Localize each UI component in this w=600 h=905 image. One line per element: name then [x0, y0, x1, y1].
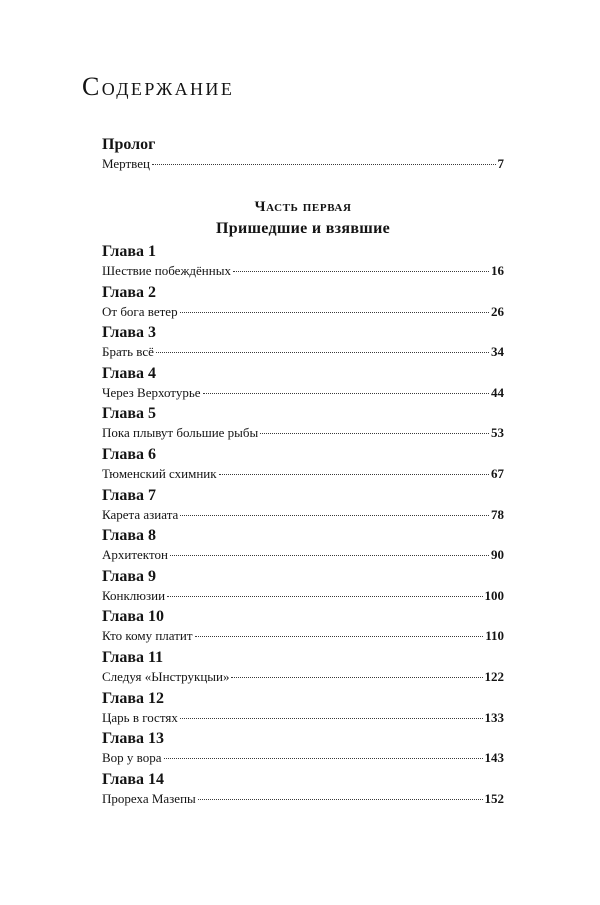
toc-entry[interactable]: [102, 465, 504, 482]
dot-leader: [231, 677, 482, 678]
dot-leader: [203, 393, 489, 394]
dot-leader: [195, 636, 484, 637]
toc-entry[interactable]: [102, 749, 504, 766]
part-label: Часть первая: [254, 199, 352, 215]
entry-title: От бога ветер: [102, 303, 178, 319]
chapter-entry: [102, 608, 504, 649]
chapter-entry: [102, 527, 504, 568]
chapter-entry: [102, 365, 504, 406]
entry-title: Мертвец: [102, 156, 150, 171]
toc-entry[interactable]: [102, 546, 504, 563]
chapter-heading: Глава 7: [102, 486, 156, 504]
dot-leader: [180, 718, 483, 719]
chapter-heading: Глава 4: [102, 364, 156, 382]
prologue-heading: Пролог: [102, 136, 156, 153]
toc-entry[interactable]: [102, 627, 504, 644]
chapter-heading: Глава 9: [102, 567, 156, 585]
page-number: 67: [491, 465, 504, 481]
dot-leader: [198, 799, 483, 800]
dot-leader: [180, 515, 489, 516]
toc-entry[interactable]: [102, 506, 504, 523]
chapter-heading: Глава 12: [102, 689, 164, 707]
page-number: 78: [491, 506, 504, 522]
page-number: 122: [484, 668, 504, 684]
entry-title: Пока плывут большие рыбы: [102, 425, 259, 441]
dot-leader: [180, 312, 489, 313]
chapter-entry: [102, 324, 504, 365]
chapter-entry: [102, 405, 504, 446]
chapter-heading: Глава 8: [102, 527, 156, 545]
entry-title: Конклюзии: [102, 587, 166, 603]
chapter-heading: Глава 2: [102, 283, 156, 301]
page-number: 7: [497, 156, 504, 171]
chapter-heading: Глава 14: [102, 770, 164, 788]
chapter-heading: Глава 6: [102, 445, 156, 463]
toc-entry[interactable]: [102, 303, 504, 320]
dot-leader: [219, 474, 489, 475]
chapter-heading: Глава 1: [102, 243, 156, 260]
chapter-entry: [102, 243, 504, 284]
page-number: 133: [484, 709, 504, 725]
chapter-list: [102, 243, 504, 811]
toc-prologue: [102, 136, 504, 172]
toc-entry[interactable]: [102, 343, 504, 360]
dot-leader: [233, 271, 489, 272]
toc-entry[interactable]: [102, 424, 504, 441]
toc-entry[interactable]: [102, 384, 504, 401]
toc-entry[interactable]: [102, 587, 504, 604]
dot-leader: [156, 352, 489, 353]
dot-leader: [260, 433, 489, 434]
chapter-entry: [102, 568, 504, 609]
chapter-heading: Глава 5: [102, 405, 156, 423]
chapter-heading: Глава 3: [102, 324, 156, 342]
dot-leader: [170, 555, 489, 556]
entry-title: Кто кому платит: [102, 628, 193, 644]
chapter-heading: Глава 13: [102, 730, 164, 748]
page-number: 100: [484, 587, 504, 603]
toc-entry[interactable]: [102, 668, 504, 685]
page-number: 143: [484, 750, 504, 766]
toc-entry[interactable]: [102, 790, 504, 807]
chapter-entry: [102, 487, 504, 528]
entry-title: Вор у вора: [102, 750, 162, 766]
entry-title: Брать всё: [102, 344, 154, 360]
entry-title: Царь в гостях: [102, 709, 178, 725]
page-number: 26: [491, 303, 504, 319]
page-number: 90: [491, 547, 504, 563]
page-number: 44: [491, 384, 504, 400]
toc-entry[interactable]: [102, 262, 504, 279]
entry-title: Карета азиата: [102, 506, 179, 522]
chapter-entry: [102, 730, 504, 771]
part-header: [102, 198, 504, 240]
entry-title: Через Верхотурье: [102, 384, 201, 400]
part-title: Пришедшие и взявшие: [216, 220, 390, 237]
chapter-heading: Глава 10: [102, 608, 164, 626]
toc-entry[interactable]: [102, 709, 504, 726]
chapter-entry: [102, 284, 504, 325]
dot-leader: [164, 758, 483, 759]
page-title: Содержание: [82, 72, 235, 101]
page-number: 152: [484, 790, 504, 806]
chapter-entry: [102, 649, 504, 690]
entry-title: Следуя «Ынструкцыи»: [102, 668, 230, 684]
entry-title: Архитектон: [102, 547, 168, 563]
entry-title: Прореха Мазепы: [102, 790, 196, 806]
page-number: 34: [491, 344, 504, 360]
toc-entry[interactable]: [102, 155, 504, 172]
chapter-entry: [102, 690, 504, 731]
chapter-entry: [102, 446, 504, 487]
chapter-heading: Глава 11: [102, 648, 164, 666]
dot-leader: [152, 164, 496, 165]
entry-title: Шествие побеждённых: [102, 263, 231, 278]
page-number: 16: [491, 263, 504, 278]
page-number: 110: [485, 628, 504, 644]
entry-title: Тюменский схимник: [102, 465, 217, 481]
dot-leader: [167, 596, 482, 597]
chapter-entry: [102, 771, 504, 812]
page-number: 53: [491, 425, 504, 441]
